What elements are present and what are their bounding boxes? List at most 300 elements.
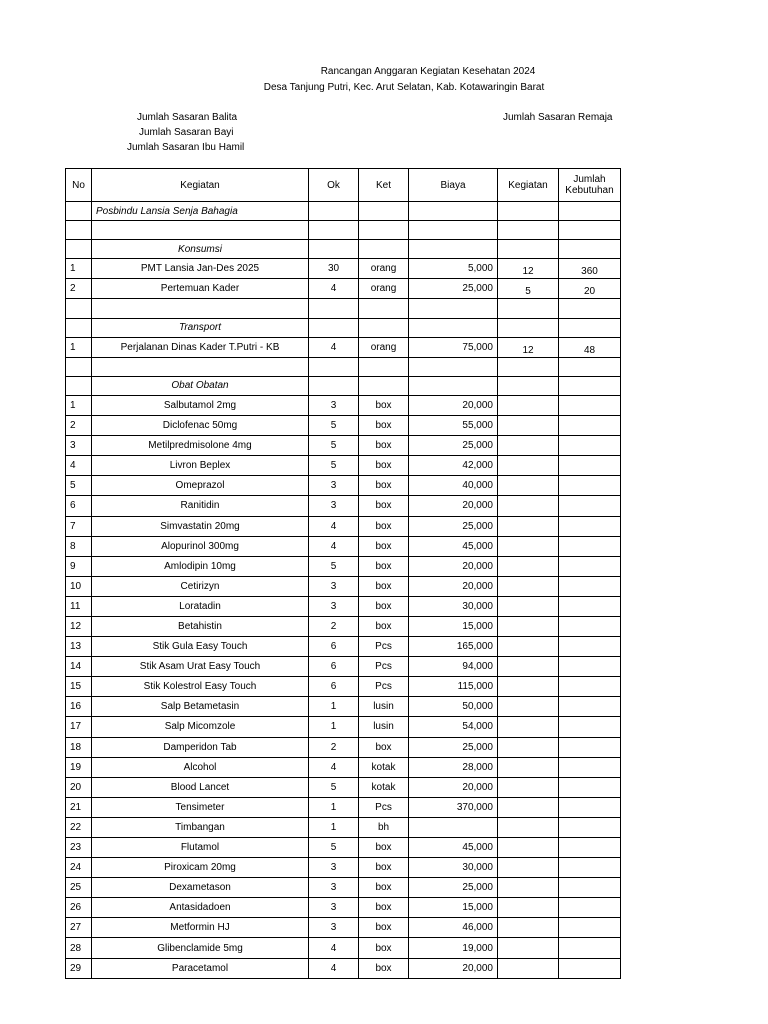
- row-jumlah-kebutuhan: [559, 677, 621, 697]
- row-kegiatan: Dexametason: [92, 878, 309, 898]
- table-row: [66, 717, 621, 737]
- row-number: 9: [66, 556, 92, 576]
- row-frekuensi: [498, 536, 559, 556]
- row-kegiatan: Glibenclamide 5mg: [92, 938, 309, 958]
- table-row: [66, 395, 621, 415]
- table-row: [66, 476, 621, 496]
- empty-row: [66, 357, 621, 376]
- row-biaya: 50,000: [409, 697, 498, 717]
- row-frekuensi: 12: [498, 337, 559, 357]
- row-ket: bh: [359, 817, 409, 837]
- row-number: 3: [66, 436, 92, 456]
- row-frekuensi: [498, 456, 559, 476]
- row-biaya: 370,000: [409, 797, 498, 817]
- row-kegiatan: Pertemuan Kader: [92, 279, 309, 299]
- row-jumlah-kebutuhan: [559, 777, 621, 797]
- row-kegiatan: Damperidon Tab: [92, 737, 309, 757]
- row-biaya: 25,000: [409, 516, 498, 536]
- row-ket: lusin: [359, 697, 409, 717]
- row-number: 6: [66, 496, 92, 516]
- empty-cell: [66, 318, 92, 337]
- empty-cell: [92, 221, 309, 240]
- empty-cell: [409, 202, 498, 221]
- table-row: [66, 516, 621, 536]
- table-row: [66, 637, 621, 657]
- row-frekuensi: [498, 898, 559, 918]
- row-biaya: 42,000: [409, 456, 498, 476]
- table-row: [66, 677, 621, 697]
- empty-row: [66, 221, 621, 240]
- row-frekuensi: [498, 436, 559, 456]
- empty-cell: [66, 299, 92, 318]
- row-kegiatan: Betahistin: [92, 616, 309, 636]
- row-ok: 30: [309, 259, 359, 279]
- table-row: [66, 858, 621, 878]
- table-header-row: [66, 169, 621, 202]
- row-jumlah-kebutuhan: [559, 536, 621, 556]
- empty-cell: [409, 318, 498, 337]
- table-row: [66, 777, 621, 797]
- row-number: 14: [66, 657, 92, 677]
- row-ket: box: [359, 938, 409, 958]
- row-ok: 5: [309, 416, 359, 436]
- row-biaya: 20,000: [409, 576, 498, 596]
- table-row: [66, 279, 621, 299]
- row-number: 18: [66, 737, 92, 757]
- table-row: [66, 536, 621, 556]
- row-jumlah-kebutuhan: [559, 838, 621, 858]
- row-biaya: 20,000: [409, 958, 498, 978]
- row-ket: kotak: [359, 757, 409, 777]
- table-row: [66, 898, 621, 918]
- row-frekuensi: [498, 416, 559, 436]
- row-number: 7: [66, 516, 92, 536]
- row-kegiatan: Livron Beplex: [92, 456, 309, 476]
- row-kegiatan: Cetirizyn: [92, 576, 309, 596]
- row-kegiatan: Salbutamol 2mg: [92, 395, 309, 415]
- row-biaya: 40,000: [409, 476, 498, 496]
- row-jumlah-kebutuhan: [559, 958, 621, 978]
- row-frekuensi: 12: [498, 259, 559, 279]
- row-number: 2: [66, 279, 92, 299]
- empty-cell: [498, 318, 559, 337]
- row-frekuensi: [498, 938, 559, 958]
- row-biaya: 20,000: [409, 395, 498, 415]
- table-row: [66, 958, 621, 978]
- row-kegiatan: Omeprazol: [92, 476, 309, 496]
- table-row: [66, 456, 621, 476]
- row-ok: 3: [309, 596, 359, 616]
- row-ket: Pcs: [359, 677, 409, 697]
- row-kegiatan: Stik Kolestrol Easy Touch: [92, 677, 309, 697]
- table-row: [66, 757, 621, 777]
- empty-cell: [498, 240, 559, 259]
- empty-cell: [409, 221, 498, 240]
- row-jumlah-kebutuhan: 360: [559, 259, 621, 279]
- table-row: [66, 918, 621, 938]
- row-kegiatan: Perjalanan Dinas Kader T.Putri - KB: [92, 337, 309, 357]
- row-ok: 1: [309, 817, 359, 837]
- row-ket: box: [359, 536, 409, 556]
- row-number: 4: [66, 456, 92, 476]
- row-kegiatan: Salp Micomzole: [92, 717, 309, 737]
- row-jumlah-kebutuhan: [559, 797, 621, 817]
- empty-cell: [359, 221, 409, 240]
- budget-table: [65, 168, 621, 979]
- row-ok: 5: [309, 436, 359, 456]
- row-jumlah-kebutuhan: [559, 516, 621, 536]
- row-biaya: 45,000: [409, 838, 498, 858]
- row-number: 10: [66, 576, 92, 596]
- row-frekuensi: 5: [498, 279, 559, 299]
- empty-cell: [359, 318, 409, 337]
- row-jumlah-kebutuhan: [559, 817, 621, 837]
- row-jumlah-kebutuhan: [559, 637, 621, 657]
- empty-cell: [498, 299, 559, 318]
- section-konsumsi: [66, 240, 621, 259]
- row-frekuensi: [498, 858, 559, 878]
- row-ket: lusin: [359, 717, 409, 737]
- row-ok: 5: [309, 777, 359, 797]
- row-kegiatan: Amlodipin 10mg: [92, 556, 309, 576]
- row-ok: 5: [309, 456, 359, 476]
- row-biaya: [409, 817, 498, 837]
- row-kegiatan: Blood Lancet: [92, 777, 309, 797]
- row-biaya: 19,000: [409, 938, 498, 958]
- row-frekuensi: [498, 838, 559, 858]
- table-row: [66, 576, 621, 596]
- row-number: 1: [66, 395, 92, 415]
- empty-cell: [409, 240, 498, 259]
- row-number: 19: [66, 757, 92, 777]
- row-number: 15: [66, 677, 92, 697]
- empty-cell: [309, 318, 359, 337]
- row-ok: 6: [309, 657, 359, 677]
- empty-cell: [92, 357, 309, 376]
- row-frekuensi: [498, 616, 559, 636]
- row-ket: box: [359, 416, 409, 436]
- empty-cell: [498, 357, 559, 376]
- empty-cell: [309, 221, 359, 240]
- row-ok: 1: [309, 717, 359, 737]
- row-number: 26: [66, 898, 92, 918]
- table-row: [66, 938, 621, 958]
- table-row: [66, 556, 621, 576]
- row-frekuensi: [498, 717, 559, 737]
- table-row: [66, 697, 621, 717]
- row-ket: box: [359, 878, 409, 898]
- row-biaya: 20,000: [409, 496, 498, 516]
- empty-cell: [309, 376, 359, 395]
- row-jumlah-kebutuhan: [559, 697, 621, 717]
- row-ket: box: [359, 395, 409, 415]
- table-row: [66, 878, 621, 898]
- empty-cell: [559, 202, 621, 221]
- empty-cell: [309, 202, 359, 221]
- row-ok: 2: [309, 616, 359, 636]
- empty-cell: [359, 299, 409, 318]
- empty-cell: [559, 240, 621, 259]
- table-row: [66, 737, 621, 757]
- row-number: 8: [66, 536, 92, 556]
- row-ket: box: [359, 576, 409, 596]
- empty-cell: [359, 357, 409, 376]
- target-balita-label: Jumlah Sasaran Balita: [137, 112, 238, 123]
- row-kegiatan: Metformin HJ: [92, 918, 309, 938]
- row-ok: 3: [309, 496, 359, 516]
- row-frekuensi: [498, 677, 559, 697]
- row-number: 5: [66, 476, 92, 496]
- row-ok: 4: [309, 536, 359, 556]
- row-number: 13: [66, 637, 92, 657]
- col-header-ket: Ket: [359, 169, 409, 202]
- document-title: Rancangan Anggaran Kegiatan Kesehatan 2024: [320, 66, 536, 77]
- row-kegiatan: Piroxicam 20mg: [92, 858, 309, 878]
- table-row: [66, 596, 621, 616]
- target-bayi-label: Jumlah Sasaran Bayi: [139, 127, 234, 138]
- row-jumlah-kebutuhan: [559, 395, 621, 415]
- group-title-row: [66, 202, 621, 221]
- row-ket: kotak: [359, 777, 409, 797]
- empty-cell: [359, 240, 409, 259]
- group-title-row-title: Posbindu Lansia Senja Bahagia: [92, 202, 309, 221]
- row-biaya: 45,000: [409, 536, 498, 556]
- row-number: 12: [66, 616, 92, 636]
- col-header-kegiatan: Kegiatan: [92, 169, 309, 202]
- table-row: [66, 259, 621, 279]
- row-ok: 6: [309, 677, 359, 697]
- empty-cell: [66, 202, 92, 221]
- row-jumlah-kebutuhan: 48: [559, 337, 621, 357]
- row-biaya: 46,000: [409, 918, 498, 938]
- table-body: [66, 202, 621, 979]
- section-transport-title: Transport: [92, 318, 309, 337]
- col-header-jumlah-kebutuhan: Jumlah Kebutuhan: [559, 169, 621, 202]
- row-number: 23: [66, 838, 92, 858]
- row-kegiatan: Diclofenac 50mg: [92, 416, 309, 436]
- empty-cell: [559, 299, 621, 318]
- row-frekuensi: [498, 516, 559, 536]
- row-ok: 5: [309, 838, 359, 858]
- empty-cell: [359, 376, 409, 395]
- row-ket: box: [359, 516, 409, 536]
- row-ket: box: [359, 496, 409, 516]
- row-jumlah-kebutuhan: [559, 938, 621, 958]
- target-ibu-hamil-label: Jumlah Sasaran Ibu Hamil: [127, 142, 245, 153]
- row-ok: 4: [309, 938, 359, 958]
- row-ket: Pcs: [359, 797, 409, 817]
- section-transport: [66, 318, 621, 337]
- empty-cell: [559, 357, 621, 376]
- row-ket: box: [359, 556, 409, 576]
- row-number: 2: [66, 416, 92, 436]
- table-row: [66, 436, 621, 456]
- row-jumlah-kebutuhan: [559, 616, 621, 636]
- row-biaya: 165,000: [409, 637, 498, 657]
- table-row: [66, 337, 621, 357]
- row-ket: Pcs: [359, 657, 409, 677]
- col-header-no: No: [66, 169, 92, 202]
- row-jumlah-kebutuhan: [559, 737, 621, 757]
- row-frekuensi: [498, 596, 559, 616]
- row-ok: 3: [309, 395, 359, 415]
- row-number: 11: [66, 596, 92, 616]
- row-jumlah-kebutuhan: [559, 596, 621, 616]
- row-jumlah-kebutuhan: [559, 878, 621, 898]
- row-jumlah-kebutuhan: [559, 476, 621, 496]
- row-kegiatan: Timbangan: [92, 817, 309, 837]
- row-number: 24: [66, 858, 92, 878]
- table-row: [66, 416, 621, 436]
- row-kegiatan: Flutamol: [92, 838, 309, 858]
- row-kegiatan: PMT Lansia Jan-Des 2025: [92, 259, 309, 279]
- empty-row: [66, 299, 621, 318]
- row-ok: 1: [309, 797, 359, 817]
- row-jumlah-kebutuhan: [559, 898, 621, 918]
- empty-cell: [409, 299, 498, 318]
- row-jumlah-kebutuhan: [559, 456, 621, 476]
- row-kegiatan: Alcohol: [92, 757, 309, 777]
- row-number: 17: [66, 717, 92, 737]
- row-biaya: 54,000: [409, 717, 498, 737]
- row-kegiatan: Loratadin: [92, 596, 309, 616]
- row-ok: 4: [309, 337, 359, 357]
- row-jumlah-kebutuhan: [559, 717, 621, 737]
- row-ok: 6: [309, 637, 359, 657]
- row-frekuensi: [498, 797, 559, 817]
- row-number: 25: [66, 878, 92, 898]
- row-biaya: 55,000: [409, 416, 498, 436]
- empty-cell: [309, 357, 359, 376]
- row-ok: 4: [309, 279, 359, 299]
- row-ok: 3: [309, 898, 359, 918]
- row-kegiatan: Antasidadoen: [92, 898, 309, 918]
- row-number: 28: [66, 938, 92, 958]
- row-ket: box: [359, 737, 409, 757]
- row-number: 16: [66, 697, 92, 717]
- row-frekuensi: [498, 918, 559, 938]
- row-jumlah-kebutuhan: [559, 858, 621, 878]
- row-kegiatan: Salp Betametasin: [92, 697, 309, 717]
- row-biaya: 25,000: [409, 737, 498, 757]
- row-jumlah-kebutuhan: [559, 918, 621, 938]
- row-frekuensi: [498, 737, 559, 757]
- row-ket: orang: [359, 337, 409, 357]
- row-ket: orang: [359, 279, 409, 299]
- empty-cell: [498, 221, 559, 240]
- row-biaya: 28,000: [409, 757, 498, 777]
- row-jumlah-kebutuhan: 20: [559, 279, 621, 299]
- row-biaya: 20,000: [409, 556, 498, 576]
- row-biaya: 25,000: [409, 279, 498, 299]
- empty-cell: [559, 376, 621, 395]
- row-frekuensi: [498, 637, 559, 657]
- empty-cell: [409, 376, 498, 395]
- empty-cell: [66, 376, 92, 395]
- table-row: [66, 496, 621, 516]
- empty-cell: [66, 357, 92, 376]
- row-frekuensi: [498, 878, 559, 898]
- row-frekuensi: [498, 496, 559, 516]
- row-number: 21: [66, 797, 92, 817]
- row-frekuensi: [498, 476, 559, 496]
- row-ket: box: [359, 596, 409, 616]
- row-frekuensi: [498, 657, 559, 677]
- row-frekuensi: [498, 817, 559, 837]
- empty-cell: [92, 299, 309, 318]
- section-obat: [66, 376, 621, 395]
- row-number: 1: [66, 259, 92, 279]
- row-biaya: 15,000: [409, 616, 498, 636]
- row-kegiatan: Simvastatin 20mg: [92, 516, 309, 536]
- row-biaya: 25,000: [409, 436, 498, 456]
- row-jumlah-kebutuhan: [559, 556, 621, 576]
- row-ok: 3: [309, 576, 359, 596]
- row-biaya: 20,000: [409, 777, 498, 797]
- empty-cell: [66, 221, 92, 240]
- row-ket: Pcs: [359, 637, 409, 657]
- row-frekuensi: [498, 697, 559, 717]
- row-ok: 4: [309, 516, 359, 536]
- table-row: [66, 616, 621, 636]
- row-ket: box: [359, 918, 409, 938]
- row-ket: box: [359, 436, 409, 456]
- row-frekuensi: [498, 777, 559, 797]
- empty-cell: [559, 221, 621, 240]
- empty-cell: [498, 376, 559, 395]
- target-remaja-label: Jumlah Sasaran Remaja: [503, 112, 613, 123]
- row-frekuensi: [498, 958, 559, 978]
- row-ok: 4: [309, 958, 359, 978]
- row-jumlah-kebutuhan: [559, 576, 621, 596]
- table-row: [66, 797, 621, 817]
- row-kegiatan: Tensimeter: [92, 797, 309, 817]
- row-biaya: 15,000: [409, 898, 498, 918]
- row-ok: 1: [309, 697, 359, 717]
- row-number: 27: [66, 918, 92, 938]
- row-biaya: 25,000: [409, 878, 498, 898]
- row-kegiatan: Paracetamol: [92, 958, 309, 978]
- row-jumlah-kebutuhan: [559, 416, 621, 436]
- col-header-ok: Ok: [309, 169, 359, 202]
- row-ket: box: [359, 456, 409, 476]
- row-number: 20: [66, 777, 92, 797]
- row-kegiatan: Metilpredmisolone 4mg: [92, 436, 309, 456]
- row-ket: box: [359, 616, 409, 636]
- empty-cell: [309, 299, 359, 318]
- row-ket: box: [359, 958, 409, 978]
- row-ket: box: [359, 476, 409, 496]
- empty-cell: [359, 202, 409, 221]
- row-frekuensi: [498, 556, 559, 576]
- row-ok: 3: [309, 918, 359, 938]
- row-number: 1: [66, 337, 92, 357]
- row-ket: box: [359, 838, 409, 858]
- row-kegiatan: Alopurinol 300mg: [92, 536, 309, 556]
- row-number: 22: [66, 817, 92, 837]
- section-obat-title: Obat Obatan: [92, 376, 309, 395]
- col-header-frekuensi: Kegiatan: [498, 169, 559, 202]
- row-ket: box: [359, 898, 409, 918]
- row-biaya: 75,000: [409, 337, 498, 357]
- empty-cell: [559, 318, 621, 337]
- row-ok: 3: [309, 476, 359, 496]
- section-konsumsi-title: Konsumsi: [92, 240, 309, 259]
- row-kegiatan: Stik Gula Easy Touch: [92, 637, 309, 657]
- row-frekuensi: [498, 757, 559, 777]
- row-frekuensi: [498, 395, 559, 415]
- row-frekuensi: [498, 576, 559, 596]
